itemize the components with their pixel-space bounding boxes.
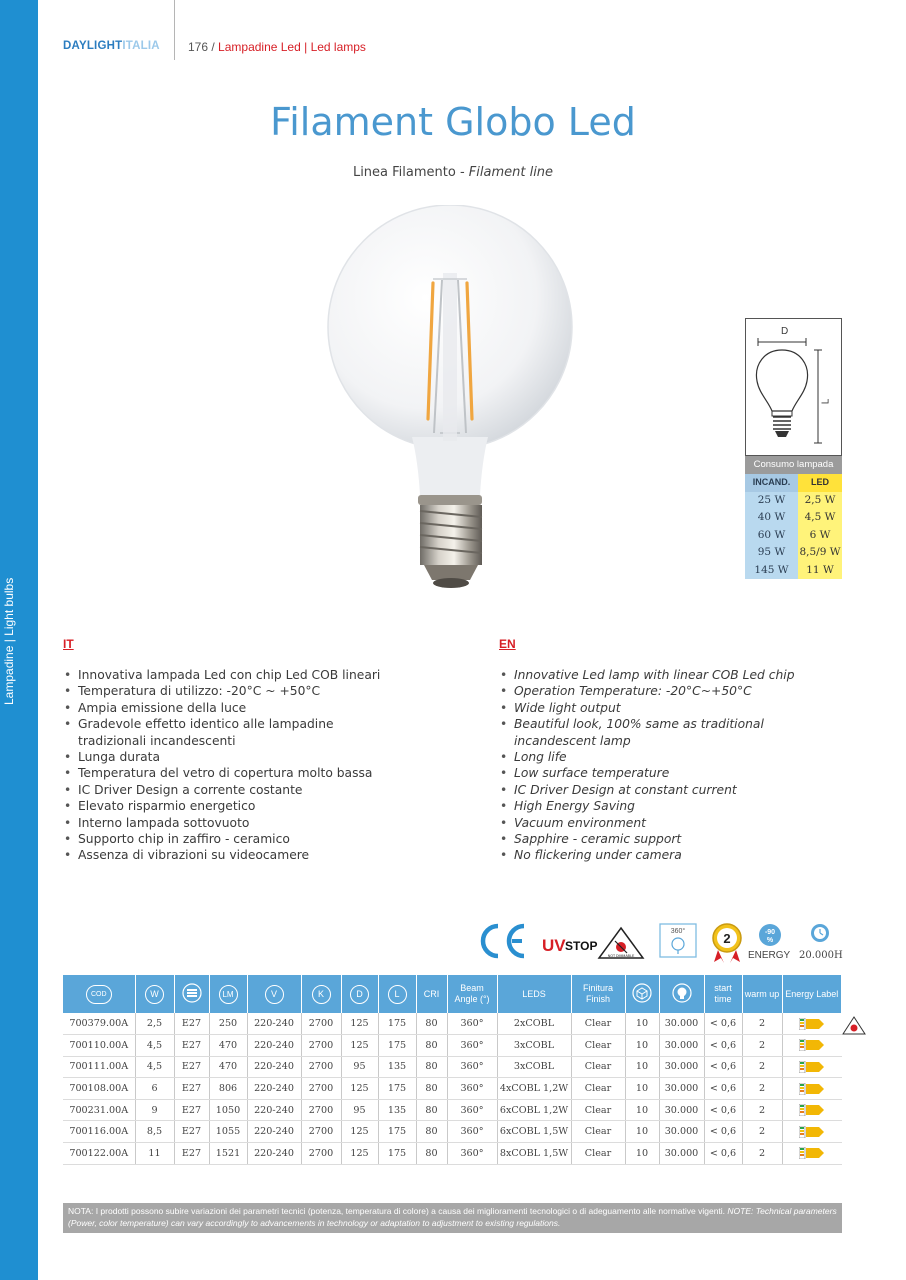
cell-base: E27 [174, 1013, 209, 1035]
table-row [63, 1056, 842, 1078]
feature-item: • Interno lampada sottovuoto [63, 815, 483, 831]
lang-label-en: EN [499, 637, 516, 651]
energy-class-icon [799, 1061, 825, 1073]
col-base [174, 975, 209, 1013]
feature-item: • IC Driver Design at constant current [499, 782, 839, 798]
cell-d: 125 [341, 1121, 378, 1143]
cell-cri: 80 [416, 1056, 447, 1078]
side-section-label [2, 669, 16, 705]
consumption-led-value: 4,5 W [798, 509, 842, 527]
cell-beam: 360° [447, 1035, 497, 1057]
feature-item: • Temperatura di utilizzo: -20°C ~ +50°C [63, 683, 483, 699]
cell-lm: 806 [209, 1078, 247, 1100]
cell-base: E27 [174, 1143, 209, 1165]
consumption-row [745, 527, 842, 545]
col-watt [135, 975, 174, 1013]
cell-lm: 1055 [209, 1121, 247, 1143]
cell-lm: 1521 [209, 1143, 247, 1165]
uvstop-icon [542, 936, 597, 955]
col-lifetime [659, 975, 704, 1013]
cell-beam: 360° [447, 1013, 497, 1035]
cell-leds: 4xCOBL 1,2W [497, 1078, 571, 1100]
cell-start: < 0,6 [704, 1013, 742, 1035]
consumption-incand-value: 60 W [745, 527, 798, 545]
cell-k: 2700 [301, 1035, 341, 1057]
cell-energy-label [782, 1143, 842, 1165]
cell-l: 135 [378, 1056, 416, 1078]
cell-beam: 360° [447, 1078, 497, 1100]
col-leds: LEDS [497, 975, 571, 1013]
bulb-outline-icon [746, 319, 841, 455]
cell-w: 4,5 [135, 1056, 174, 1078]
cell-box: 10 [625, 1056, 659, 1078]
cell-code: 700110.00A [63, 1035, 135, 1057]
cell-box: 10 [625, 1099, 659, 1121]
energy-label-text: ENERGY [748, 950, 791, 961]
col-volt [247, 975, 301, 1013]
cell-beam: 360° [447, 1143, 497, 1165]
feature-item: • Beautiful look, 100% same as traditional incandescent lamp [499, 716, 774, 749]
table-row [63, 1035, 842, 1057]
col-code [63, 975, 135, 1013]
consumption-row [745, 492, 842, 510]
length-icon: L [388, 985, 407, 1004]
cell-warm: 2 [742, 1099, 782, 1121]
cell-d: 95 [341, 1099, 378, 1121]
feature-item: • Assenza di vibrazioni su videocamere [63, 847, 483, 863]
feature-item: • High Energy Saving [499, 798, 839, 814]
cell-energy-label [782, 1078, 842, 1100]
energy-class-icon [799, 1083, 825, 1095]
table-row [63, 1121, 842, 1143]
cell-w: 11 [135, 1143, 174, 1165]
cell-start: < 0,6 [704, 1143, 742, 1165]
consumption-row [745, 509, 842, 527]
cell-finish: Clear [571, 1078, 625, 1100]
table-row [63, 1078, 842, 1100]
cell-life: 30.000 [659, 1056, 704, 1078]
header-divider [174, 0, 175, 60]
svg-text:360°: 360° [670, 928, 686, 935]
feature-item: • Supporto chip in zaffiro - ceramico [63, 831, 483, 847]
cell-finish: Clear [571, 1056, 625, 1078]
cell-k: 2700 [301, 1013, 341, 1035]
volt-icon: V [265, 985, 284, 1004]
feature-item: • Low surface temperature [499, 765, 839, 781]
cell-box: 10 [625, 1121, 659, 1143]
ce-mark-icon [483, 926, 524, 956]
cell-leds: 3xCOBL [497, 1035, 571, 1057]
cell-v: 220-240 [247, 1143, 301, 1165]
consumption-incand-value: 95 W [745, 544, 798, 562]
cell-box: 10 [625, 1078, 659, 1100]
dimension-l-label: L [820, 398, 832, 405]
cell-energy-label [782, 1035, 842, 1057]
cell-life: 30.000 [659, 1078, 704, 1100]
cell-base: E27 [174, 1056, 209, 1078]
feature-item: • Temperatura del vetro di copertura molto bassa [63, 765, 483, 781]
certification-icons [478, 918, 848, 963]
feature-item: • Innovative Led lamp with linear COB Led chip [499, 667, 839, 683]
cell-w: 6 [135, 1078, 174, 1100]
col-diameter [341, 975, 378, 1013]
cell-base: E27 [174, 1078, 209, 1100]
cell-energy-label [782, 1099, 842, 1121]
col-energy-label: Energy Label [782, 975, 842, 1013]
energy-saving-icon [759, 924, 781, 946]
cell-cri: 80 [416, 1143, 447, 1165]
cell-start: < 0,6 [704, 1035, 742, 1057]
feature-item: • No flickering under camera [499, 847, 839, 863]
cell-v: 220-240 [247, 1099, 301, 1121]
features-list-en [499, 667, 839, 864]
feature-item: • Innovativa lampada Led con chip Led COB lineari [63, 667, 483, 683]
cell-cri: 80 [416, 1013, 447, 1035]
consumption-led-value: 6 W [798, 527, 842, 545]
lang-label-it: IT [63, 637, 74, 651]
col-finish: Finitura Finish [571, 975, 625, 1013]
cell-leds: 3xCOBL [497, 1056, 571, 1078]
cell-lm: 470 [209, 1035, 247, 1057]
col-start-time: start time [704, 975, 742, 1013]
cell-l: 175 [378, 1143, 416, 1165]
cell-base: E27 [174, 1035, 209, 1057]
cell-d: 125 [341, 1143, 378, 1165]
cell-k: 2700 [301, 1099, 341, 1121]
brand-logo-part2: ITALIA [122, 40, 160, 52]
svg-text:2: 2 [723, 931, 731, 946]
consumption-table [745, 456, 842, 579]
cell-w: 8,5 [135, 1121, 174, 1143]
cell-leds: 8xCOBL 1,5W [497, 1143, 571, 1165]
cell-k: 2700 [301, 1143, 341, 1165]
cell-code: 700111.00A [63, 1056, 135, 1078]
cell-lm: 470 [209, 1056, 247, 1078]
cell-d: 125 [341, 1035, 378, 1057]
cell-cri: 80 [416, 1121, 447, 1143]
cell-warm: 2 [742, 1078, 782, 1100]
base-socket-icon [182, 983, 202, 1003]
product-title: Filament Globo Led [270, 100, 636, 144]
kelvin-icon: K [312, 985, 331, 1004]
cell-life: 30.000 [659, 1035, 704, 1057]
cell-finish: Clear [571, 1099, 625, 1121]
cell-finish: Clear [571, 1143, 625, 1165]
cell-w: 2,5 [135, 1013, 174, 1035]
cell-code: 700379.00A [63, 1013, 135, 1035]
cell-leds: 2xCOBL [497, 1013, 571, 1035]
feature-item: • Ampia emissione della luce [63, 700, 483, 716]
feature-item: • Elevato risparmio energetico [63, 798, 483, 814]
box-quantity-icon [632, 983, 652, 1003]
dimension-d-label: D [781, 326, 789, 337]
svg-text:-90: -90 [764, 929, 776, 936]
cell-box: 10 [625, 1013, 659, 1035]
cell-k: 2700 [301, 1121, 341, 1143]
cell-start: < 0,6 [704, 1099, 742, 1121]
lifetime-bulb-icon [672, 983, 692, 1003]
beam-360-icon [660, 924, 696, 957]
energy-class-icon [799, 1039, 825, 1051]
col-warm-up: warm up [742, 975, 782, 1013]
lumen-icon: LM [219, 985, 238, 1004]
cell-v: 220-240 [247, 1078, 301, 1100]
cell-v: 220-240 [247, 1013, 301, 1035]
table-row [63, 1013, 842, 1035]
cell-base: E27 [174, 1121, 209, 1143]
cell-d: 125 [341, 1078, 378, 1100]
feature-item: • Operation Temperature: -20°C~+50°C [499, 683, 839, 699]
spec-table [63, 975, 842, 1165]
consumption-col-led: LED [798, 474, 842, 492]
cell-code: 700108.00A [63, 1078, 135, 1100]
energy-class-icon [799, 1147, 825, 1159]
cell-start: < 0,6 [704, 1078, 742, 1100]
cell-finish: Clear [571, 1035, 625, 1057]
cell-lm: 1050 [209, 1099, 247, 1121]
cell-cri: 80 [416, 1099, 447, 1121]
life-hours-text: 20.000H [799, 950, 843, 961]
life-hours-icon [811, 924, 829, 942]
energy-class-icon [799, 1126, 825, 1138]
feature-item: • Lunga durata [63, 749, 483, 765]
consumption-led-value: 11 W [798, 562, 842, 580]
code-icon: COD [86, 985, 112, 1004]
subtitle-it: Linea Filamento - [352, 165, 469, 180]
svg-text:STOP: STOP [565, 939, 598, 953]
cell-leds: 6xCOBL 1,5W [497, 1121, 571, 1143]
consumption-incand-value: 40 W [745, 509, 798, 527]
spec-header-row [63, 975, 842, 1013]
cell-warm: 2 [742, 1035, 782, 1057]
cell-box: 10 [625, 1035, 659, 1057]
bulb-image [320, 205, 590, 595]
consumption-incand-value: 25 W [745, 492, 798, 510]
brand-logo-part1: DAYLIGHT [63, 40, 123, 52]
cell-base: E27 [174, 1099, 209, 1121]
consumption-row [745, 562, 842, 580]
feature-item: • Sapphire - ceramic support [499, 831, 839, 847]
cell-k: 2700 [301, 1078, 341, 1100]
cell-k: 2700 [301, 1056, 341, 1078]
cell-start: < 0,6 [704, 1056, 742, 1078]
col-cri: CRI [416, 975, 447, 1013]
warranty-2-years-icon [713, 924, 741, 963]
cell-life: 30.000 [659, 1121, 704, 1143]
footer-note-it: NOTA: I prodotti possono subire variazioni dei parametri tecnici (potenza, temperatura di colore) a causa dei miglioramenti tecnologici o di adeguamento alle normative vigenti. [68, 1206, 726, 1216]
diameter-icon: D [350, 985, 369, 1004]
col-box [625, 975, 659, 1013]
feature-item: • IC Driver Design a corrente costante [63, 782, 483, 798]
consumption-led-value: 2,5 W [798, 492, 842, 510]
cell-beam: 360° [447, 1121, 497, 1143]
cell-warm: 2 [742, 1121, 782, 1143]
brand-logo [63, 40, 160, 52]
cell-l: 175 [378, 1121, 416, 1143]
features-list-it [63, 667, 483, 864]
footer-note [63, 1203, 842, 1233]
cell-l: 135 [378, 1099, 416, 1121]
consumption-title: Consumo lampada [745, 456, 842, 474]
product-subtitle [0, 165, 906, 180]
feature-item: • Wide light output [499, 700, 839, 716]
cell-warm: 2 [742, 1143, 782, 1165]
consumption-incand-value: 145 W [745, 562, 798, 580]
cell-cri: 80 [416, 1078, 447, 1100]
feature-item: • Long life [499, 749, 839, 765]
cell-finish: Clear [571, 1121, 625, 1143]
cell-cri: 80 [416, 1035, 447, 1057]
cell-code: 700231.00A [63, 1099, 135, 1121]
consumption-row [745, 544, 842, 562]
col-lumen [209, 975, 247, 1013]
feature-item: • Gradevole effetto identico alle lampadine tradizionali incandescenti [63, 716, 353, 749]
col-length [378, 975, 416, 1013]
cell-warm: 2 [742, 1056, 782, 1078]
cell-life: 30.000 [659, 1143, 704, 1165]
table-row [63, 1099, 842, 1121]
cell-finish: Clear [571, 1013, 625, 1035]
cell-lm: 250 [209, 1013, 247, 1035]
cell-d: 95 [341, 1056, 378, 1078]
cell-code: 700122.00A [63, 1143, 135, 1165]
cell-start: < 0,6 [704, 1121, 742, 1143]
dimension-diagram [745, 318, 842, 456]
breadcrumb-path: Lampadine Led | Led lamps [218, 40, 366, 54]
cell-life: 30.000 [659, 1013, 704, 1035]
cell-code: 700116.00A [63, 1121, 135, 1143]
consumption-led-value: 8,5/9 W [798, 544, 842, 562]
col-kelvin [301, 975, 341, 1013]
cell-w: 4,5 [135, 1035, 174, 1057]
not-dimmable-icon [599, 928, 643, 958]
footer-note-en: NOTE: Technical parameters (Power, color temperature) can vary accordingly to advancements in technology or adaptation to adjustment to existing regulations. [68, 1206, 837, 1228]
consumption-header-row [745, 474, 842, 492]
consumption-col-incand: INCAND. [745, 474, 798, 492]
cell-energy-label [782, 1056, 842, 1078]
cell-d: 125 [341, 1013, 378, 1035]
svg-text:%: % [766, 937, 774, 944]
col-beam: Beam Angle (°) [447, 975, 497, 1013]
cell-warm: 2 [742, 1013, 782, 1035]
cell-beam: 360° [447, 1056, 497, 1078]
cell-w: 9 [135, 1099, 174, 1121]
cell-box: 10 [625, 1143, 659, 1165]
energy-class-icon [799, 1104, 825, 1116]
subtitle-en: Filament line [468, 165, 554, 180]
cell-energy-label [782, 1013, 842, 1035]
svg-text:NOT DIMMABLE: NOT DIMMABLE [607, 954, 635, 958]
table-row [63, 1143, 842, 1165]
cell-l: 175 [378, 1035, 416, 1057]
feature-item: • Vacuum environment [499, 815, 839, 831]
not-dimmable-small-icon [842, 1016, 866, 1036]
cell-l: 175 [378, 1078, 416, 1100]
svg-text:UV: UV [542, 936, 566, 955]
cell-v: 220-240 [247, 1035, 301, 1057]
cell-energy-label [782, 1121, 842, 1143]
cell-v: 220-240 [247, 1056, 301, 1078]
breadcrumb [188, 40, 366, 54]
page-number: 176 / [188, 40, 215, 54]
energy-class-icon [799, 1018, 825, 1030]
cell-v: 220-240 [247, 1121, 301, 1143]
watt-icon: W [145, 985, 164, 1004]
cell-l: 175 [378, 1013, 416, 1035]
cell-life: 30.000 [659, 1099, 704, 1121]
cell-leds: 6xCOBL 1,2W [497, 1099, 571, 1121]
cell-beam: 360° [447, 1099, 497, 1121]
